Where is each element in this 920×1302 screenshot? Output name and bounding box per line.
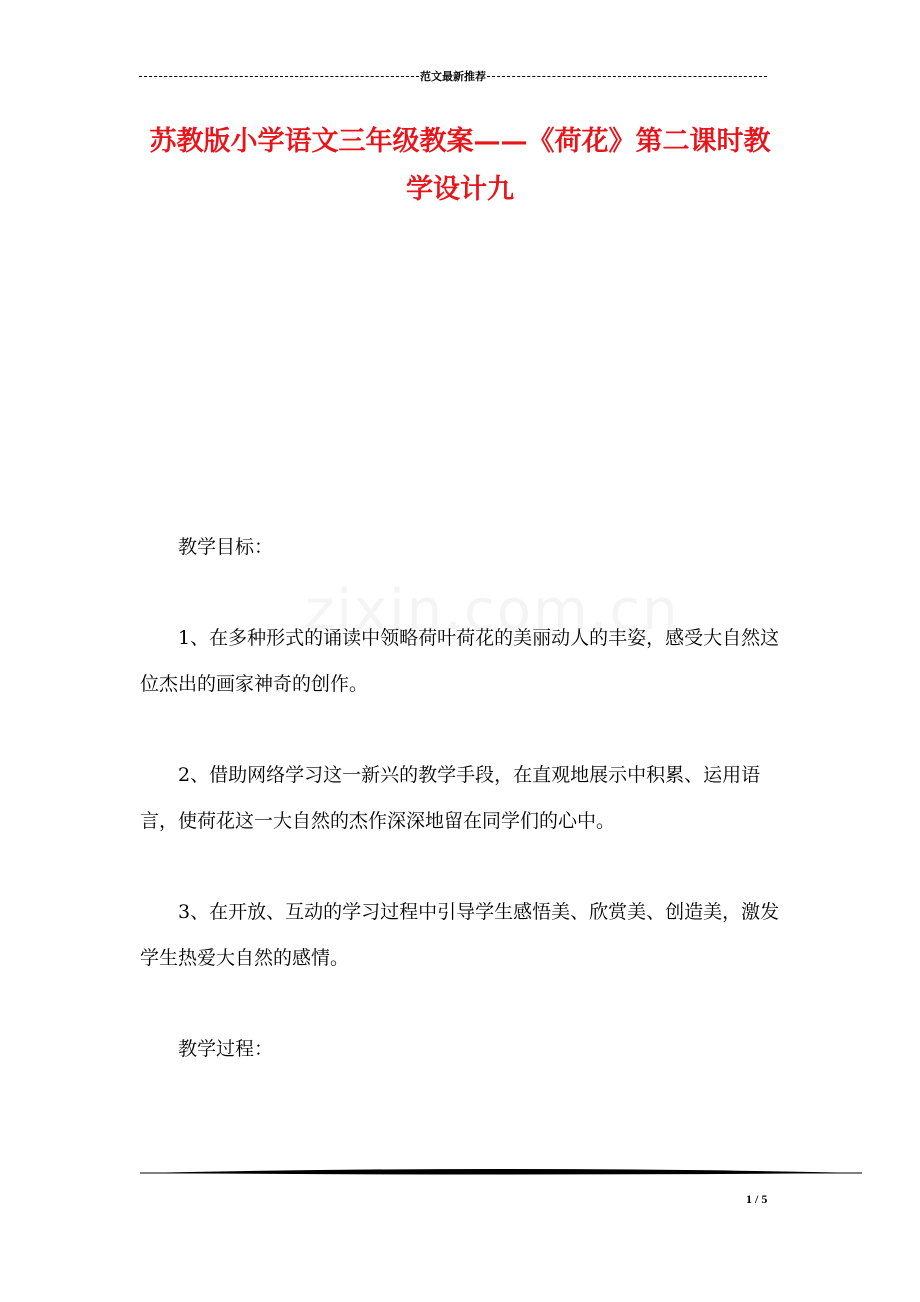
section-heading-objectives: 教学目标： bbox=[178, 536, 274, 558]
document-title: 苏教版小学语文三年级教案——《荷花》第二课时教学设计九 bbox=[149, 126, 771, 205]
document-body bbox=[140, 524, 780, 1117]
objective-paragraph-2: 2、借助网络学习这一新兴的教学手段，在直观地展示中积累、运用语言，使荷花这一大自然的杰作深深地留在同学们的心中。 bbox=[140, 764, 761, 832]
header-dash-right bbox=[487, 76, 767, 77]
footer-divider bbox=[140, 1164, 862, 1178]
header-rule bbox=[139, 68, 767, 84]
section-heading-process: 教学过程： bbox=[178, 1038, 274, 1060]
objective-paragraph-3: 3、在开放、互动的学习过程中引导学生感悟美、欣赏美、创造美，激发学生热爱大自然的感情。 bbox=[140, 901, 780, 969]
header-tag: 范文最新推荐 bbox=[420, 70, 486, 83]
objective-paragraph-1: 1、在多种形式的诵读中领略荷叶荷花的美丽动人的丰姿，感受大自然这位杰出的画家神奇的创作。 bbox=[140, 627, 780, 695]
page-number: 1 / 5 bbox=[746, 1192, 768, 1206]
header-dash-left bbox=[139, 76, 419, 77]
